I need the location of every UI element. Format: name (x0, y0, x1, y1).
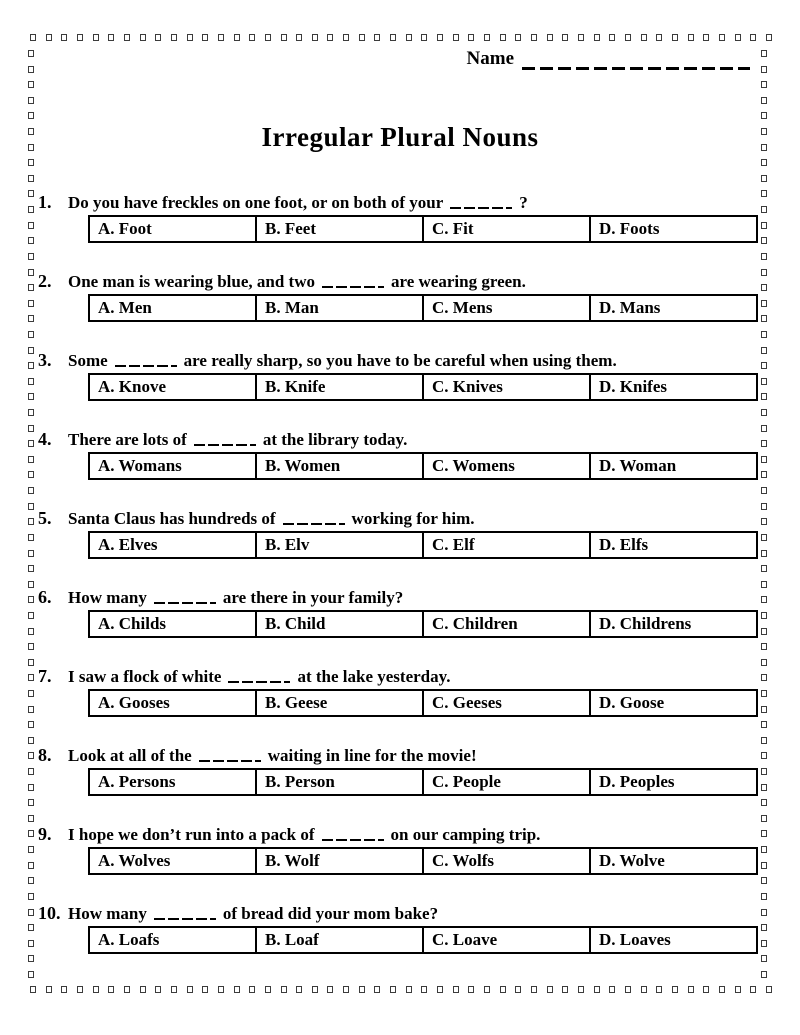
question-block (38, 508, 800, 559)
border-square (656, 986, 662, 993)
answer-table (88, 373, 758, 401)
border-square (531, 986, 537, 993)
answer-blank-line (199, 758, 261, 762)
decorative-border-bottom (30, 986, 772, 995)
question-line (38, 824, 800, 845)
question-text-after: at the lake yesterday. (297, 667, 451, 686)
question-number: 1. (38, 192, 52, 212)
option-cell-b: B. Child (256, 611, 423, 637)
border-square (547, 986, 553, 993)
question-text-after: working for him. (351, 509, 475, 528)
question-text-before: How many (68, 588, 147, 607)
border-square (406, 986, 412, 993)
answer-row (89, 848, 757, 874)
answer-blank-line (322, 284, 384, 288)
border-square (265, 986, 271, 993)
border-square (609, 986, 615, 993)
question-text (68, 429, 407, 450)
border-square (641, 986, 647, 993)
option-cell-c: C. People (423, 769, 590, 795)
border-square (171, 986, 177, 993)
option-cell-c: C. Loave (423, 927, 590, 953)
option-cell-d: D. Woman (590, 453, 757, 479)
question-line (38, 271, 800, 292)
question-number: 9. (38, 824, 52, 844)
question-text-after: are wearing green. (391, 272, 526, 291)
question-number: 7. (38, 666, 52, 686)
question-text (68, 508, 475, 529)
option-cell-a: A. Elves (89, 532, 256, 558)
option-cell-d: D. Foots (590, 216, 757, 242)
question-number: 5. (38, 508, 52, 528)
question-block (38, 192, 800, 243)
option-cell-c: C. Womens (423, 453, 590, 479)
question-text (68, 271, 526, 292)
option-cell-a: A. Persons (89, 769, 256, 795)
answer-blank-line (154, 600, 216, 604)
question-text (68, 903, 438, 924)
border-square (625, 986, 631, 993)
answer-row (89, 927, 757, 953)
border-square (453, 986, 459, 993)
question-block (38, 429, 800, 480)
question-text-after: are really sharp, so you have to be careful when using them. (183, 351, 617, 370)
border-square (515, 986, 521, 993)
option-cell-a: A. Foot (89, 216, 256, 242)
option-cell-a: A. Knove (89, 374, 256, 400)
question-text (68, 745, 477, 766)
border-square (484, 986, 490, 993)
border-square (124, 986, 130, 993)
option-cell-c: C. Wolfs (423, 848, 590, 874)
border-square (155, 986, 161, 993)
option-cell-b: B. Loaf (256, 927, 423, 953)
border-square (218, 986, 224, 993)
question-text-before: Santa Claus has hundreds of (68, 509, 276, 528)
option-cell-d: D. Wolve (590, 848, 757, 874)
answer-table (88, 610, 758, 638)
question-number: 4. (38, 429, 52, 449)
answer-row (89, 453, 757, 479)
question-text-before: One man is wearing blue, and two (68, 272, 315, 291)
question-text-before: I saw a flock of white (68, 667, 222, 686)
border-square (421, 986, 427, 993)
page-title: Irregular Plural Nouns (261, 122, 539, 152)
answer-blank-line (322, 837, 384, 841)
question-block (38, 350, 800, 401)
border-square (108, 986, 114, 993)
option-cell-a: A. Wolves (89, 848, 256, 874)
border-square (312, 986, 318, 993)
option-cell-d: D. Peoples (590, 769, 757, 795)
question-line (38, 903, 800, 924)
option-cell-d: D. Elfs (590, 532, 757, 558)
question-text (68, 824, 540, 845)
question-line (38, 666, 800, 687)
question-number: 2. (38, 271, 52, 291)
border-square (249, 986, 255, 993)
question-text (68, 192, 528, 213)
border-square (327, 986, 333, 993)
option-cell-d: D. Goose (590, 690, 757, 716)
border-square (187, 986, 193, 993)
border-square (437, 986, 443, 993)
answer-table (88, 215, 758, 243)
option-cell-d: D. Childrens (590, 611, 757, 637)
border-square (46, 986, 52, 993)
answer-table (88, 926, 758, 954)
question-text-before: Some (68, 351, 108, 370)
option-cell-d: D. Loaves (590, 927, 757, 953)
option-cell-c: C. Elf (423, 532, 590, 558)
question-text-before: There are lots of (68, 430, 187, 449)
option-cell-b: B. Geese (256, 690, 423, 716)
answer-blank-line (154, 916, 216, 920)
question-text-after: on our camping trip. (390, 825, 541, 844)
question-block (38, 745, 800, 796)
border-square (140, 986, 146, 993)
border-square (688, 986, 694, 993)
border-square (672, 986, 678, 993)
border-square (234, 986, 240, 993)
question-text-before: Look at all of the (68, 746, 192, 765)
answer-table (88, 452, 758, 480)
question-text-after: waiting in line for the movie! (267, 746, 477, 765)
question-number: 8. (38, 745, 52, 765)
answer-blank-line (228, 679, 290, 683)
option-cell-c: C. Children (423, 611, 590, 637)
answer-table (88, 768, 758, 796)
border-square (61, 986, 67, 993)
border-square (703, 986, 709, 993)
border-square (374, 986, 380, 993)
question-number: 3. (38, 350, 52, 370)
border-square (766, 986, 772, 993)
answer-blank-line (194, 442, 256, 446)
border-square (719, 986, 725, 993)
question-line (38, 350, 800, 371)
answer-row (89, 374, 757, 400)
option-cell-b: B. Feet (256, 216, 423, 242)
question-line (38, 429, 800, 450)
border-square (750, 986, 756, 993)
question-text-before: How many (68, 904, 147, 923)
option-cell-c: C. Fit (423, 216, 590, 242)
border-square (93, 986, 99, 993)
question-text-after: at the library today. (262, 430, 408, 449)
option-cell-a: A. Gooses (89, 690, 256, 716)
answer-row (89, 611, 757, 637)
question-text (68, 587, 403, 608)
border-square (500, 986, 506, 993)
name-row (0, 46, 750, 70)
question-text (68, 350, 617, 371)
question-number: 6. (38, 587, 52, 607)
border-square (343, 986, 349, 993)
option-cell-a: A. Womans (89, 453, 256, 479)
option-cell-c: C. Knives (423, 374, 590, 400)
answer-blank-line (283, 521, 345, 525)
option-cell-a: A. Childs (89, 611, 256, 637)
question-text (68, 666, 450, 687)
option-cell-b: B. Man (256, 295, 423, 321)
answer-table (88, 294, 758, 322)
option-cell-b: B. Knife (256, 374, 423, 400)
border-square (281, 986, 287, 993)
question-block (38, 587, 800, 638)
border-square (578, 986, 584, 993)
option-cell-b: B. Elv (256, 532, 423, 558)
question-line (38, 745, 800, 766)
question-text-before: I hope we don’t run into a pack of (68, 825, 315, 844)
option-cell-b: B. Women (256, 453, 423, 479)
option-cell-a: A. Men (89, 295, 256, 321)
option-cell-c: C. Mens (423, 295, 590, 321)
border-square (468, 986, 474, 993)
border-square (594, 986, 600, 993)
border-square (390, 986, 396, 993)
question-line (38, 508, 800, 529)
answer-row (89, 690, 757, 716)
name-blank-line (522, 50, 750, 70)
answer-table (88, 531, 758, 559)
option-cell-d: D. Knifes (590, 374, 757, 400)
border-square (202, 986, 208, 993)
border-square (735, 986, 741, 993)
answer-row (89, 216, 757, 242)
border-square (77, 986, 83, 993)
border-square (359, 986, 365, 993)
question-text-after: ? (519, 193, 528, 212)
question-text-after: are there in your family? (222, 588, 404, 607)
question-text-before: Do you have freckles on one foot, or on both of your (68, 193, 444, 212)
border-square (562, 986, 568, 993)
question-block (38, 666, 800, 717)
answer-row (89, 532, 757, 558)
answer-table (88, 847, 758, 875)
option-cell-c: C. Geeses (423, 690, 590, 716)
answer-blank-line (450, 205, 512, 209)
question-block (38, 824, 800, 875)
border-square (296, 986, 302, 993)
question-text-after: of bread did your mom bake? (222, 904, 439, 923)
option-cell-b: B. Person (256, 769, 423, 795)
question-number: 10. (38, 903, 61, 923)
answer-table (88, 689, 758, 717)
option-cell-b: B. Wolf (256, 848, 423, 874)
option-cell-a: A. Loafs (89, 927, 256, 953)
question-list (38, 192, 800, 954)
question-line (38, 192, 800, 213)
answer-row (89, 769, 757, 795)
border-square (30, 986, 36, 993)
question-block (38, 271, 800, 322)
question-block (38, 903, 800, 954)
answer-blank-line (115, 363, 177, 367)
question-line (38, 587, 800, 608)
name-label: Name (466, 48, 514, 69)
option-cell-d: D. Mans (590, 295, 757, 321)
answer-row (89, 295, 757, 321)
